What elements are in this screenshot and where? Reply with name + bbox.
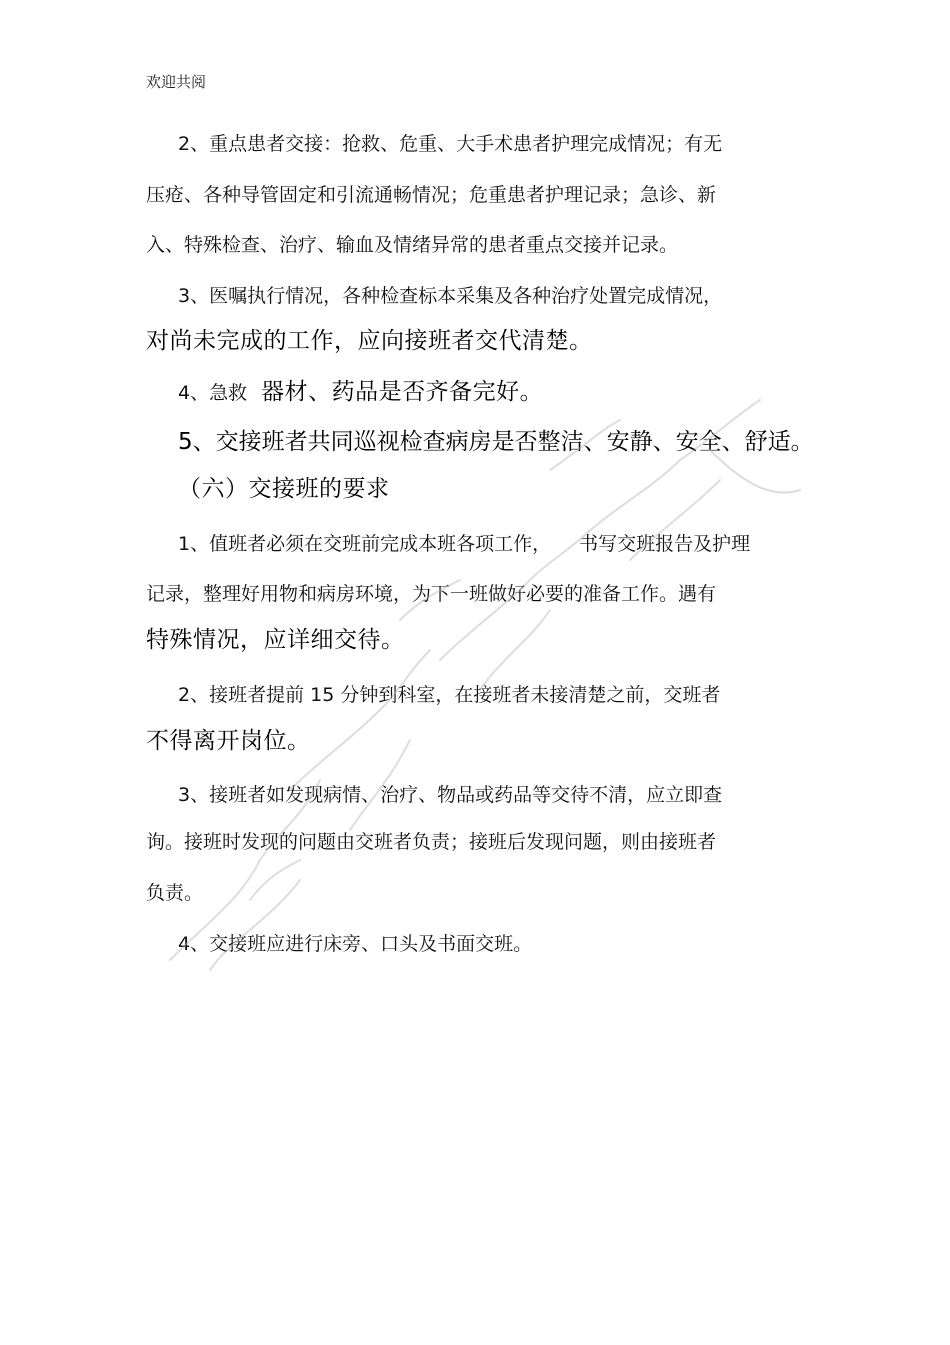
q1-line1 [178, 532, 750, 556]
p2-line3: 入、特殊检查、治疗、输血及情绪异常的患者重点交接并记录。 [146, 234, 679, 256]
q1-line2: 记录，整理好用物和病房环境，为下一班做好必要的准备工作。遇有 [146, 583, 717, 605]
p3-line2: 对尚未完成的工作，应向接班者交代清楚。 [146, 328, 593, 354]
p2-line1: 2、重点患者交接：抢救、危重、大手术患者护理完成情况；有无 [178, 133, 723, 155]
page-header: 欢迎共阅 [146, 73, 207, 91]
q2-line1: 2、接班者提前 15 分钟到科室，在接班者未接清楚之前，交班者 [178, 684, 721, 706]
q1-line3: 特殊情况，应详细交待。 [146, 627, 405, 653]
p4-prefix: 4、急救 [178, 382, 248, 404]
q3-line1: 3、接班者如发现病情、治疗、物品或药品等交待不清，应立即查 [178, 784, 723, 806]
p2-line2: 压疮、各种导管固定和引流通畅情况；危重患者护理记录；急诊、新 [146, 184, 717, 206]
p3-line1: 3、医嘱执行情况，各种检查标本采集及各种治疗处置完成情况， [178, 285, 723, 307]
q3-line2: 询。接班时发现的问题由交班者负责；接班后发现问题，则由接班者 [146, 831, 717, 853]
p4-rest: 器材、药品是否齐备完好。 [261, 379, 544, 405]
section-title: （六）交接班的要求 [178, 476, 390, 502]
q1-line1-part-b: 书写交班报告及护理 [579, 533, 751, 555]
q1-line1-part-a: 1、值班者必须在交班前完成本班各项工作， [178, 533, 552, 555]
p5-line: 5、交接班者共同巡视检查病房是否整洁、安静、安全、舒适。 [178, 429, 814, 455]
q4-line: 4、交接班应进行床旁、口头及书面交班。 [178, 933, 533, 955]
q3-line3: 负责。 [146, 882, 204, 904]
q2-line2: 不得离开岗位。 [146, 728, 311, 754]
p4-line [178, 380, 543, 405]
